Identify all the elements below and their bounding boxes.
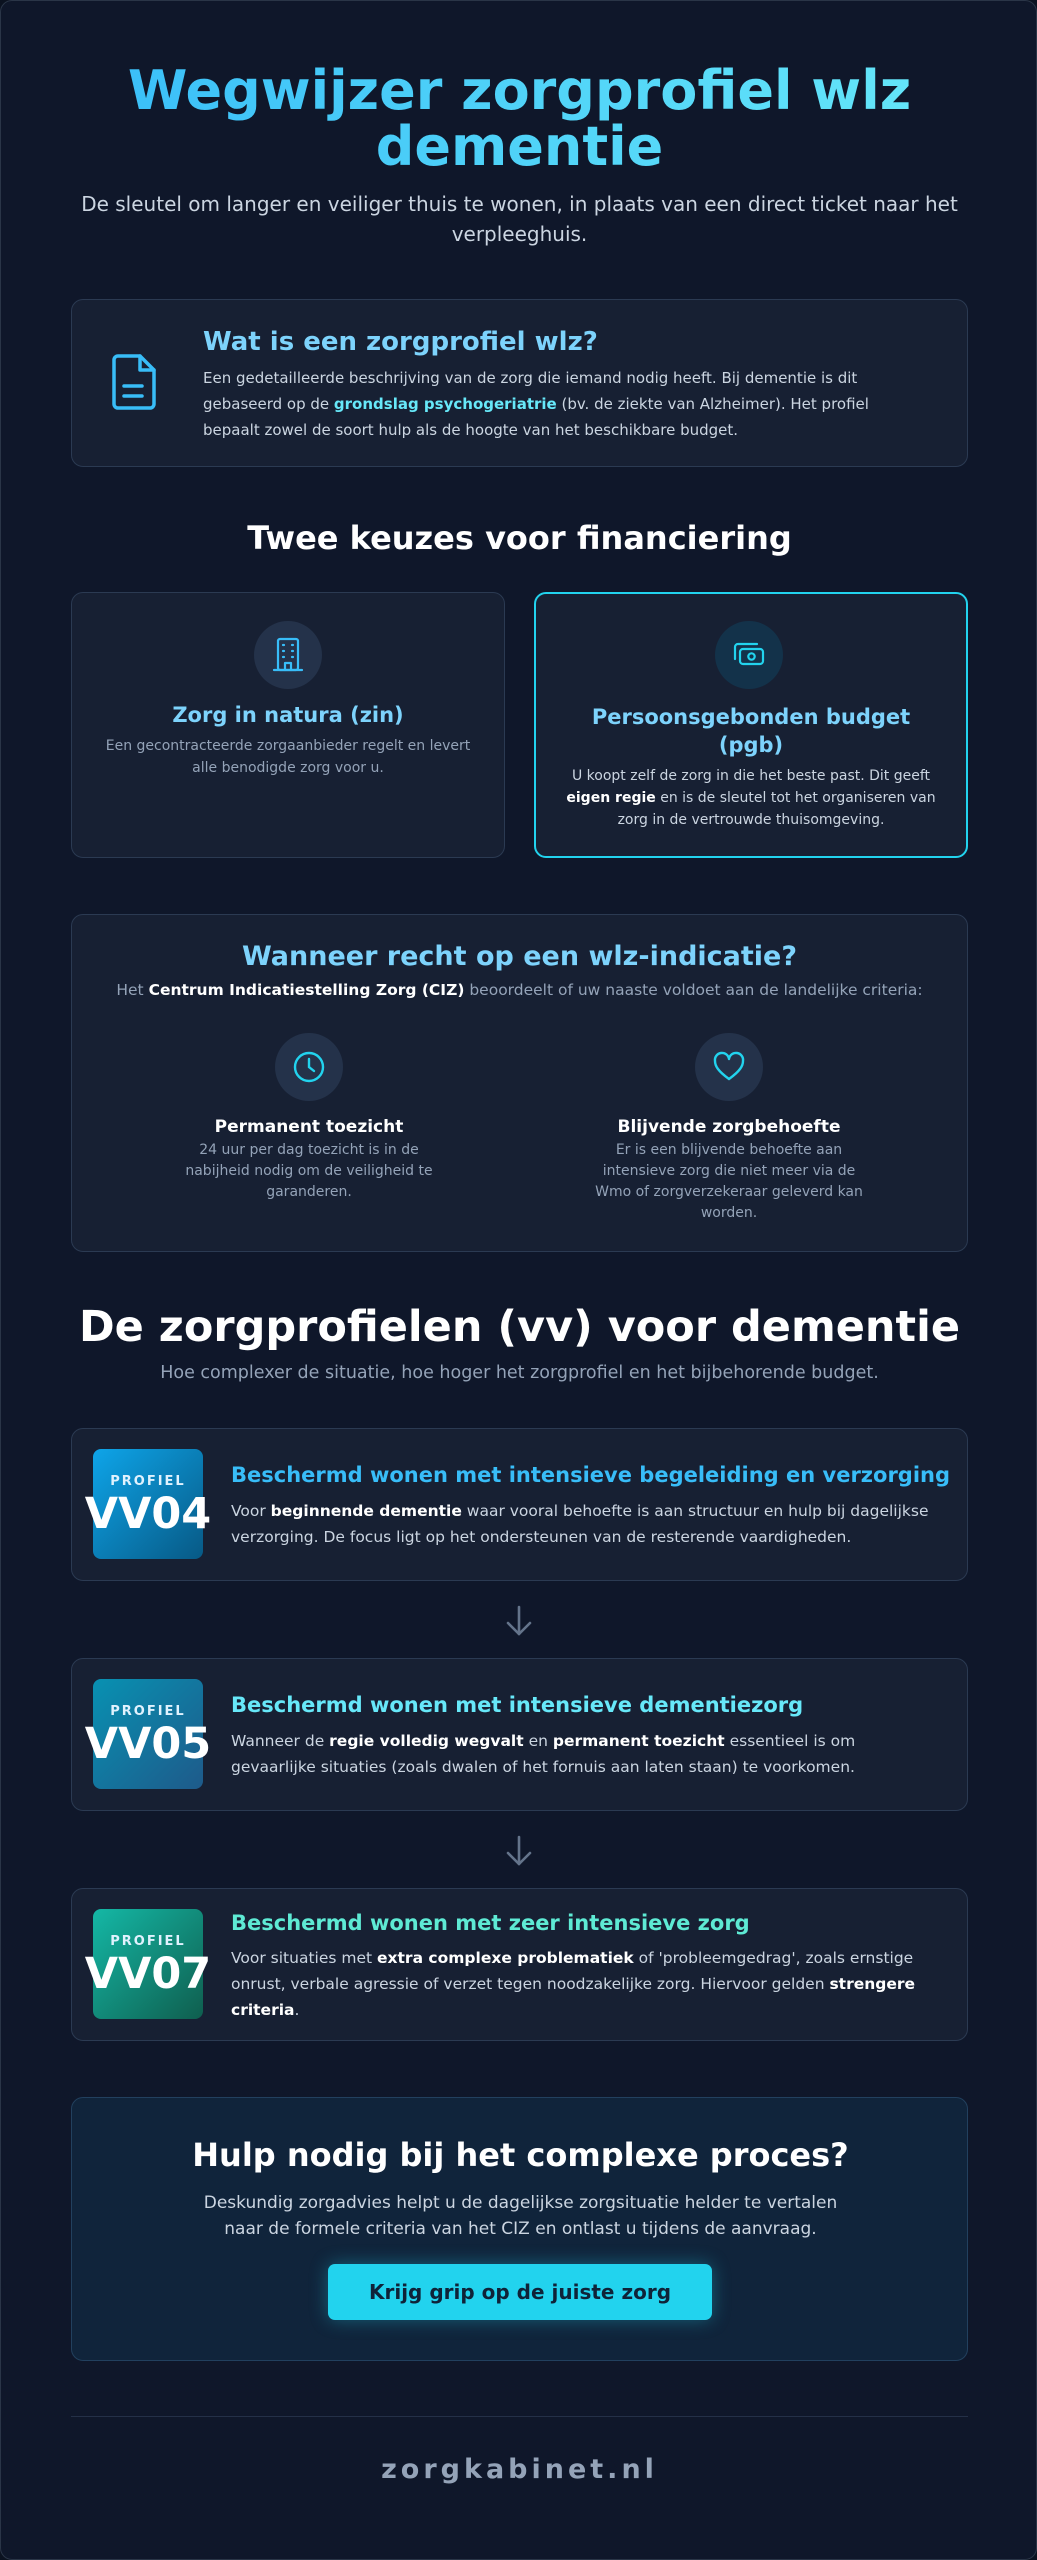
profiles-heading: De zorgprofielen (vv) voor dementie — [78, 1302, 961, 1352]
profile-code: VV07 — [84, 1948, 212, 1999]
pgb-title: Persoonsgebonden budget (pgb) — [591, 705, 911, 757]
info-highlight: grondslag psychogeriatrie — [333, 395, 557, 413]
profile-code: VV05 — [84, 1718, 212, 1769]
financing-heading: Twee keuzes voor financiering — [247, 519, 792, 557]
profile-badge-label: PROFIEL — [110, 1933, 186, 1949]
cta-button[interactable]: Krijg grip op de juiste zorg — [328, 2264, 712, 2320]
building-icon — [271, 636, 305, 674]
profiles-subheading: Hoe complexer de situatie, hoe hoger het zorgprofiel en het bijbehorende budget. — [160, 1363, 879, 1383]
natura-text: Een gecontracteerde zorgaanbieder regelt en levert alle benodigde zorg voor u. — [105, 738, 471, 776]
info-title: Wat is een zorgprofiel wlz? — [203, 327, 598, 357]
profile-badge-label: PROFIEL — [110, 1703, 186, 1719]
money-icon — [731, 639, 767, 671]
criterion-2-title: Blijvende zorgbehoefte — [617, 1117, 841, 1137]
eligibility-intro: Het Centrum Indicatiestelling Zorg (CIZ) beoordeelt of uw naaste voldoet aan de landelijke criteria: — [116, 981, 923, 999]
page-subtitle: De sleutel om langer en veiliger thuis te wonen, in plaats van een direct ticket naar het verpleeghuis. — [81, 192, 958, 246]
clock-icon — [291, 1049, 327, 1085]
profile-code: VV04 — [84, 1488, 212, 1539]
profile-text-vv07: Voor situaties met extra complexe problematiek of 'probleemgedrag', zoals ernstige onrust, verbale agressie of verzet tegen noodzakelijke zorg. Hiervoor gelden strengere criteria. — [231, 1949, 916, 2019]
eligibility-title: Wanneer recht op een wlz-indicatie? — [241, 941, 798, 972]
profile-badge-label: PROFIEL — [110, 1473, 186, 1489]
pgb-text: U koopt zelf de zorg in die het beste past. Dit geeft eigen regie en is de sleutel tot het organiseren van zorg in de vertrouwde thuisomgeving. — [566, 768, 936, 828]
pgb-highlight: eigen regie — [566, 790, 656, 806]
arrow-down-icon — [504, 1834, 534, 1868]
criterion-1-text: 24 uur per dag toezicht is in de nabijheid nodig om de veiligheid te garanderen. — [185, 1142, 433, 1200]
footer-brand[interactable]: zorgkabinet.nl — [381, 2454, 658, 2485]
cta-title: Hulp nodig bij het complexe proces? — [192, 2136, 849, 2174]
ciz-highlight: Centrum Indicatiestelling Zorg (CIZ) — [148, 981, 465, 999]
natura-title: Zorg in natura (zin) — [172, 703, 404, 727]
criterion-1-title: Permanent toezicht — [214, 1117, 404, 1137]
profile-text-vv04: Voor beginnende dementie waar vooral behoefte is aan structuur en hulp bij dagelijkse verzorging. De focus ligt op het ondersteunen van de resterende vaardigheden. — [231, 1502, 929, 1546]
profile-title-vv07: Beschermd wonen met zeer intensieve zorg — [231, 1911, 750, 1935]
heart-icon — [712, 1051, 746, 1083]
natura-icon-circle — [254, 621, 322, 689]
profile-text-vv05: Wanneer de regie volledig wegvalt en permanent toezicht essentieel is om gevaarlijke situaties (zoals dwalen of het fornuis aan laten staan) te voorkomen. — [231, 1732, 856, 1776]
profile-title-vv05: Beschermd wonen met intensieve dementiezorg — [231, 1693, 804, 1717]
profile-badge-vv05 — [84, 1679, 212, 1789]
arrow-down-icon — [504, 1604, 534, 1638]
profile-badge-vv07 — [84, 1909, 212, 2019]
criterion-2-text: Er is een blijvende behoefte aan intensieve zorg die niet meer via de Wmo of zorgverzekeraar geleverd kan worden. — [595, 1142, 863, 1221]
document-icon — [110, 352, 162, 412]
pgb-icon-circle — [715, 621, 783, 689]
profile-title-vv04: Beschermd wonen met intensieve begeleiding en verzorging — [231, 1463, 951, 1487]
page-title: Wegwijzer zorgprofiel wlz dementie — [61, 63, 978, 175]
profile-badge-vv04 — [84, 1449, 212, 1559]
criterion-1-icon-circle — [275, 1033, 343, 1101]
cta-card — [71, 2097, 968, 2361]
info-text: Een gedetailleerde beschrijving van de zorg die iemand nodig heeft. Bij dementie is dit gebaseerd op de grondslag psychogeriatrie (bv. de ziekte van Alzheimer). Het profiel bepaalt zowel de soort hulp als de hoogte van het beschikbare budget. — [203, 369, 869, 439]
footer-divider — [71, 2416, 968, 2417]
criterion-2-icon-circle — [695, 1033, 763, 1101]
cta-text: Deskundig zorgadvies helpt u de dagelijkse zorgsituatie helder te vertalen naar de formele criteria van het CIZ en ontlast u tijdens de aanvraag. — [203, 2193, 838, 2239]
